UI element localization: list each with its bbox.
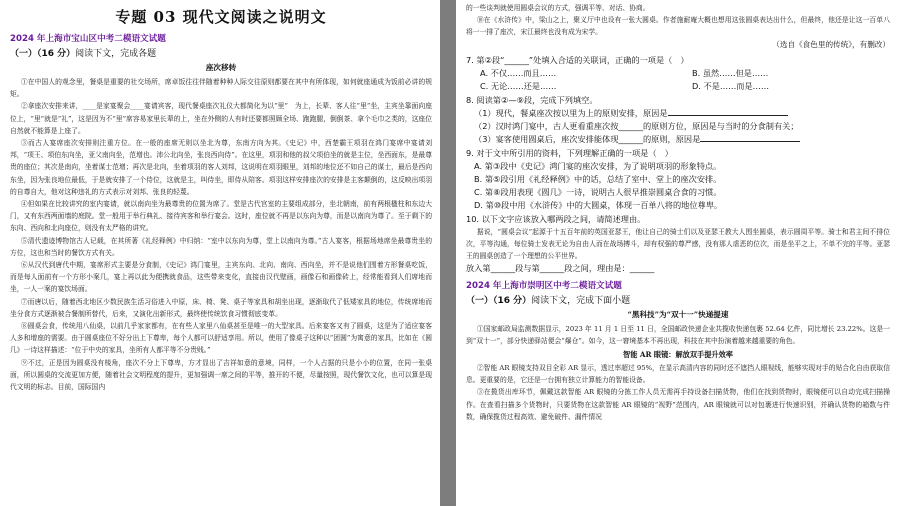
- exam-heading: 2024 年上海市宝山区中考二模语文试题: [10, 34, 166, 44]
- q7-option-d: D. 不是……而是……: [692, 81, 770, 92]
- continued-text: 的一些谈判就使用圆桌会议的方式，强调平等、对话、协商。: [466, 4, 650, 12]
- q7-options-row: [466, 80, 890, 94]
- q7-option-c: C. 无论……还是……: [480, 81, 557, 92]
- article-paragraph: ①国家邮政局监测数据显示，2023 年 11 月 1 日至 11 日，全国邮政快递企业共揽收快递包裹 52.64 亿件，同比增长 23.22%。这是一到“双十一”，部分快递驿站便会“爆仓”。如今，这一窘境基本不再出现，科技在其中扮演着越来越重要的角色。: [466, 324, 890, 345]
- part-heading: [466, 293, 890, 306]
- q8-item: [466, 107, 890, 120]
- article-paragraph: ⑥从汉代到唐代中期，宴席形式主要是分食制，《史记》鸿门宴里，主宾东向、北向、南向、西向坐，并不是说他们围着方形餐桌吃饭，而是每人面前有一个方形小案几，宴上再以此为便携就食品，这些带来变化，直接由汉代壁画，画像石和画像砖上，经常能看到人们席地而坐，一人一案的宴饮场面。: [10, 261, 432, 294]
- article-paragraph: ⑨不过，正是因为圆桌没有棱角，座次不分上下尊卑，方才显出了吉祥如意的意境，同样，一个人占据的只是小小的位置，在同一张桌面，所以圆桌的交流更加方便，随着社会文明程度的提升，更加强调一席之间的平等，推开的不便，尽量按照，现代餐饮文化，也可以算是现代文明的标志。目前，国际国内: [10, 358, 432, 392]
- q8-item-text: （3）宴客使用圆桌后，座次安排能体现______的原则，原因是: [474, 134, 701, 145]
- part-instruction: 阅读下文，完成下面小题: [531, 295, 631, 306]
- answer-blank: [700, 133, 800, 142]
- q7-option-b: B. 虽然……但是……: [692, 67, 769, 78]
- q8-item: （2）汉时鸿门宴中，古人更看重座次按______的原则方位，原因是与当时的分食制有关；: [474, 121, 799, 132]
- article-paragraph: ①在中国人的观念里，餐桌是重要的社交场所，席卓饭往往伴随着种种人际交往原则都要在其中有所体现，如何就座通成为饭前必讲的规矩。: [10, 78, 432, 99]
- article-paragraph: ⑦而唐以后，随着西北地区少数民族生活习俗进入中原，床、椅、凳、桌子等家具和胡坐出现，逐渐取代了低矮家具的地位，传统席地而坐分食方式逐渐被合餐制所替代，后来，又演化出新形式，最终使传统饮食习惯彻底变革。: [10, 297, 432, 318]
- article-paragraph: ②拿座次安排来讲，____是家宴聚会____宴请宾客，现代餐桌座次礼仪大都简化为以“里” 为上，长辈、客人往“里”坐，主宾坐靠面向座位上，“里”就是“礼”，这是因为不“里”席容易家里长辈的上，坐在外侧的人有时还要都照顾全场、跑跑腿，倒倒茶、拿个毛巾之类的，这座位自然就不能算是上座了。: [10, 102, 432, 135]
- q10-answer-line: 放入第______段与第______段之间，理由是：______: [466, 263, 655, 274]
- article-paragraph: ⑧圆桌会食，传统用八仙桌，以前几乎家家都有，在有些人家里八仙桌甚至是唯一的大型家具。后来宴客又有了圆桌，这是为了适应宴客人多和增座的需要。由于圆桌座位不好分出上下尊卑，每个人都可以舒适享用。所以，使用了像桌子这种以“团圆”为寓意的家具，比如在《圆几》一诗这样描述：“位于中央的家具，坐所有人都平等不分贵贱。”: [10, 322, 432, 355]
- article-paragraph: ③在揽货出库环节，佩戴这款智能 AR 眼镜的分拣工作人员无需再手持设备扫描货物，他们在找到货物时，眼镜便可以自动完成扫描操作。在查看扫描多个货物时，只要货物在这款智能 AR 眼镜的“视野”范围内，AR 眼镜就可以对包裹进行快速识别，并确认货物的箱数与件数，确保揽货过程高效、避免破件、漏件情况: [466, 388, 890, 421]
- q8-item: [466, 133, 890, 146]
- topic-title: 专题 03 现代文阅读之说明文: [115, 8, 327, 26]
- q9-option-a: A. 第③段中《史记》鸿门宴的座次安排，为了说明项羽的形象特点。: [474, 160, 722, 171]
- part-label: （一）（16 分）: [466, 295, 532, 306]
- part-heading: [10, 46, 432, 59]
- article-title: 座次移转: [205, 63, 237, 72]
- question-9: 9. 对于文中所引用的资料，下列理解正确的一项是（ ）: [466, 147, 673, 158]
- q9-option-b: B. 第⑤段引用《礼经释例》中的话，总结了室中、堂上的座次安排。: [474, 174, 722, 185]
- article-paragraph: ⑤清代遗迹博物馆古人记载，在其所著《礼经释例》中归纳：“室中以东向为尊，堂上以南向为尊。”古人宴客，根据场地席坐最尊贵坐的方位，这也和当时的餐饮方式有关。: [10, 236, 432, 257]
- document-page-left: [0, 0, 440, 506]
- q9-option-d: D. 第⑩段中用《水浒传》中的大圆桌，体现一百单八将的地位尊卑。: [474, 200, 723, 211]
- question-7: 7. 第②段“______”处填入合适的关联词，正确的一项是（ ）: [466, 54, 689, 65]
- part-label: （一）（16 分）: [10, 49, 76, 59]
- q8-item-text: （1）现代，餐桌座次按以里为上的原则安排，原因是: [474, 108, 668, 119]
- article-paragraph: ②智能 AR 眼镜支持双目全彩 AR 显示，透过率超过 95%，在显示高清内容的同时还不遮挡人眼视线，能够实现对手的贴合化自由获取信息。更重要的是，它还是一台拥有独立计算能力的智能设备。: [466, 364, 890, 385]
- article-paragraph: ④但如果在比较讲究的室内宴请，就以南向坐为最尊贵的位置为席了。堂是古代宫室的主要组成部分，坐北朝南，前有两根楹柱和东边大门，又有东西两面墙的庭院。堂一般用于举行典礼、接待宾客和举行宴会。这时，座位就不再是以东向为尊，而是以南向为尊了。至于剩下的东向、西向和北向座位，则没有太严格的讲究。: [10, 200, 432, 233]
- article-paragraph: ⑩在《水浒传》中，梁山之上，聚义厅中也设有一张大圆桌。作者施耐庵大概也想用这张圆桌表达出什么，但最终，他还是让这一百单八将一一排了座次，宋江最终也没有成为宋学。: [466, 16, 890, 37]
- q7-options-row: [466, 67, 890, 81]
- q9-option-c: C. 第⑧段用表现《圆几》一诗，说明古人很早推崇圆桌合食的习惯。: [474, 187, 722, 198]
- answer-blank: [668, 107, 788, 116]
- section-subtitle: 智能 AR 眼镜：解放双手提升效率: [623, 350, 733, 360]
- article-title: “黑科技”为“双十一”快递提速: [627, 309, 729, 319]
- question-8: 8. 阅读第②—⑨段，完成下列填空。: [466, 94, 598, 105]
- document-page-right: [456, 0, 900, 506]
- article-paragraph: ③而古人宴席座次安排则注重方位。在一般的座席无则以坐北为尊，东南方向为其。《史记》中，西楚霸王项羽在鸿门宴席中宴请刘邦，“项王、项伯东向坐，亚父南向坐，范增也。沛公北向坐，张良西向侍”。在这里，项羽和他的叔父项伯坐的就是主位，坐西面东，是最尊贵的座位；其次是南向，坐着谋士范增；再次是北向，坐着项羽的客人刘邦，这说明在项羽眼里，刘邦的地位还不如自己的谋士，最后是西向东坐，因为张良地位最低，于是就安排了一个侍位，这就是主，叫侍坐，即侍从陪客。项羽这样安排座次的安排是主客颠倒的，这反映出项羽的自尊自大，他对这种违礼的方式表示对刘邦、张良的轻蔑。: [10, 139, 432, 196]
- part-instruction: 阅读下文，完成各题: [75, 49, 157, 59]
- source-note: （选自《食色里的传统》，有删改）: [772, 39, 890, 49]
- question-10: 10. 以下文字应该放入哪两段之间，请简述理由。: [466, 213, 646, 224]
- q7-option-a: A. 不仅……而且……: [480, 67, 557, 78]
- exam-heading: 2024 年上海市崇明区中考二模语文试题: [466, 280, 622, 291]
- q10-passage: 据说，“圆桌会议”起源于十五百年前的英国亚瑟王，他让自己的骑士们以及亚瑟王教大人围坐圆桌，表示圆周平等。骑士和君主间不排位次，平等沟通，每位骑士发表无论为自由人而在战场搏斗，却有权强的尊严感，没有那人虐恶的位次，而是坐平之上，不单不完的平等。亚瑟王的圆桌创造了一个理想的公平世界。: [466, 227, 890, 261]
- page-gutter: [440, 0, 456, 506]
